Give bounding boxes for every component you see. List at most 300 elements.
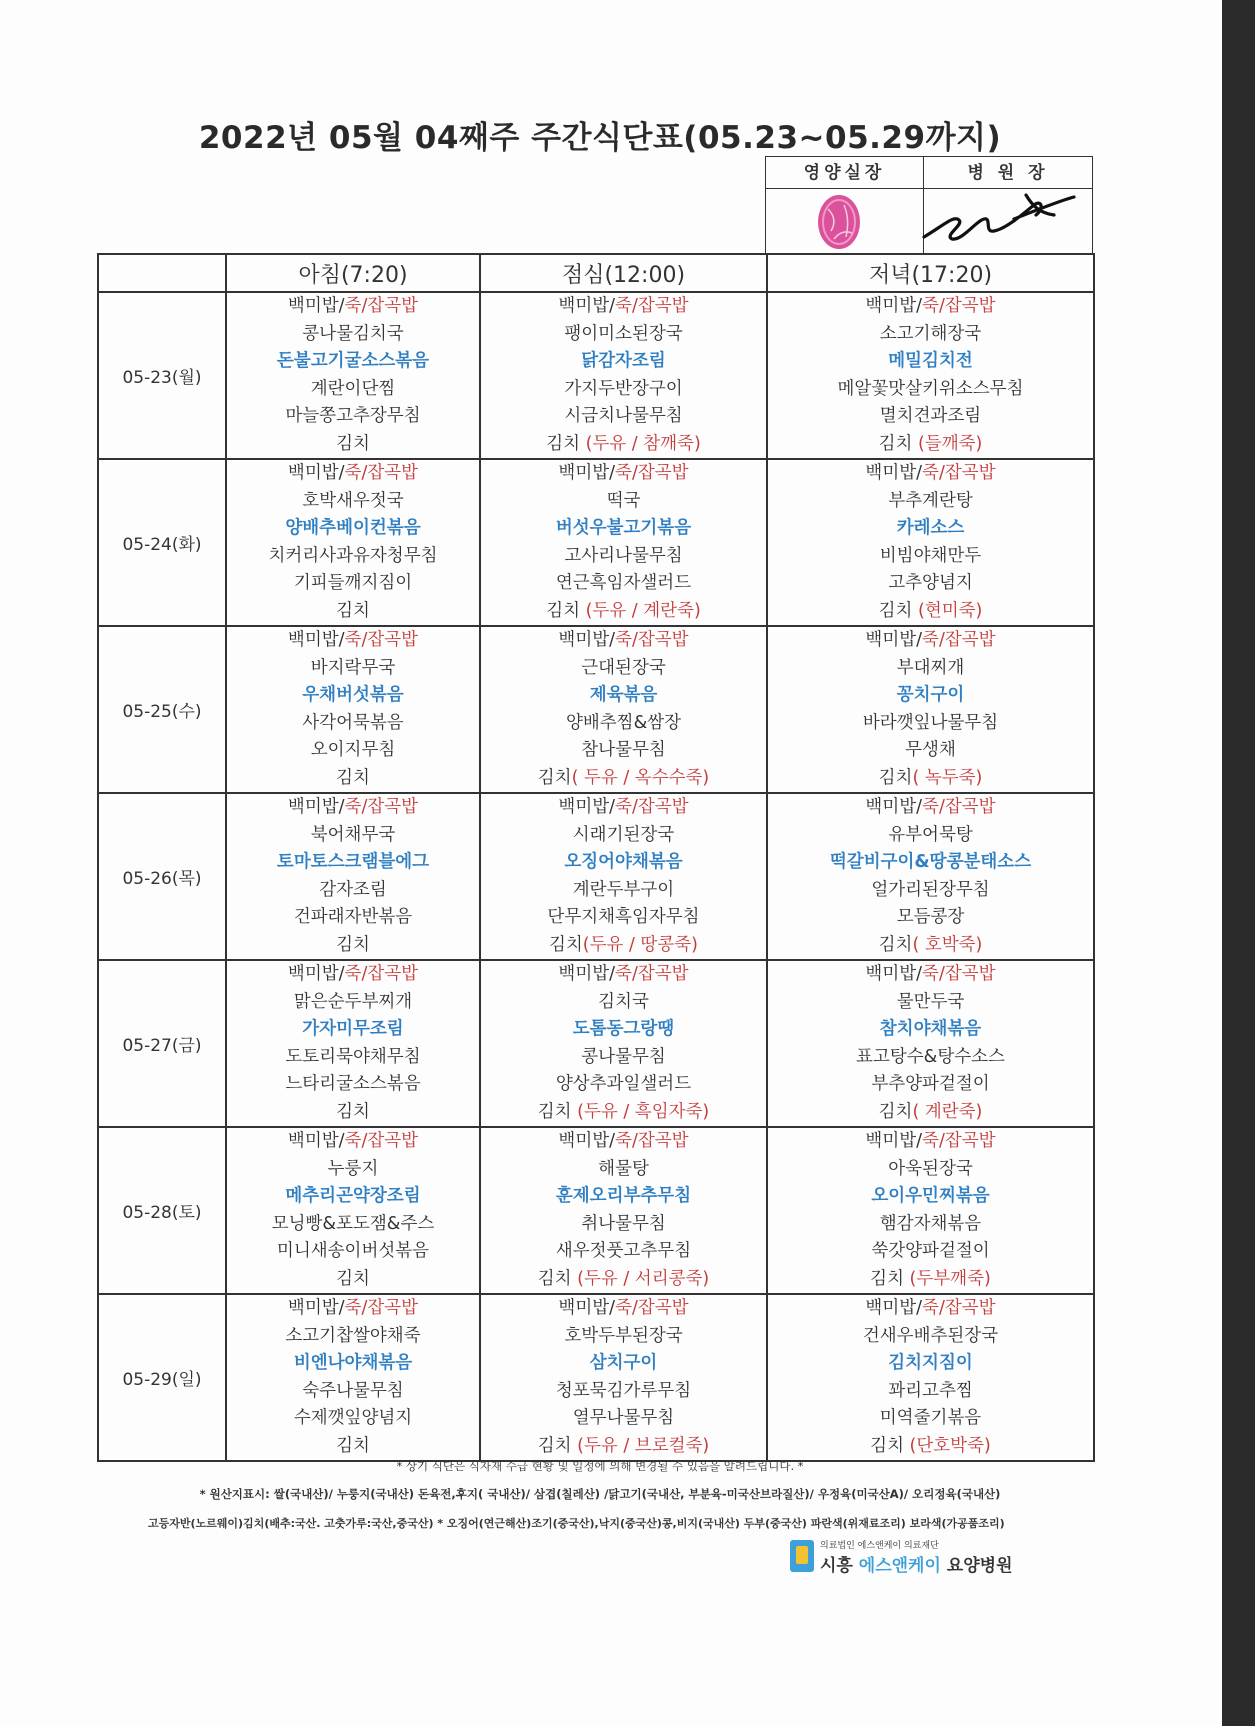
menu-item-text: 호박새우젓국 [302, 490, 404, 511]
menu-item-text: 계란두부구이 [572, 879, 675, 900]
alt-option-text: ( 호박죽) [912, 934, 983, 955]
menu-item [768, 1211, 1093, 1239]
menu-item-text: 취나물무침 [581, 1213, 666, 1234]
menu-item [227, 431, 479, 459]
menu-item-text: 김치 [878, 934, 913, 955]
menu-item [227, 849, 479, 877]
menu-item [481, 543, 766, 571]
menu-item [768, 822, 1093, 850]
menu-item [768, 961, 1093, 989]
menu-item-text: 백미밥/ [287, 1298, 345, 1318]
menu-item-text: 얼가리된장무침 [871, 879, 990, 900]
menu-item-text: 계란이단찜 [310, 378, 396, 399]
main-dish-text: 꽁치구이 [896, 685, 965, 705]
menu-item-text: 양상추과일샐러드 [555, 1074, 692, 1094]
main-dish-text: 가자미무조림 [302, 1019, 404, 1039]
menu-item-text: 백미밥/ [865, 630, 923, 650]
menu-item [481, 1099, 766, 1127]
main-dish-text: 도톰동그랑땡 [572, 1019, 675, 1039]
menu-item [227, 1099, 479, 1127]
main-dish-text: 양배추베이컨볶음 [285, 518, 421, 538]
menu-item-text: 김치 [336, 934, 370, 955]
menu-item [481, 403, 766, 431]
menu-item [481, 293, 766, 321]
menu-item [768, 1323, 1093, 1351]
menu-item-text: 김치 [336, 1435, 370, 1456]
day-date: 05-29(일) [98, 1294, 226, 1461]
dietitian-stamp-cell [766, 189, 924, 254]
menu-item-text: 김치 [546, 600, 586, 621]
menu-item [227, 1238, 479, 1266]
alt-option-text: 죽/잡곡밥 [615, 964, 689, 984]
dinner-cell [767, 960, 1094, 1127]
menu-item-text: 김치 [878, 767, 913, 788]
menu-item-text: 꽈리고추찜 [888, 1380, 973, 1401]
menu-item-text: 소고기찹쌀야채죽 [285, 1325, 421, 1346]
menu-item-text: 참나물무침 [581, 740, 666, 760]
notice-text: * 상기 식단은 식자재 수급 현황 및 일정에 의해 변경될 수 있음을 알려드립니다. * [396, 1459, 804, 1473]
menu-item-text: 백미밥/ [558, 797, 616, 817]
alt-option-text: 죽/잡곡밥 [922, 630, 996, 650]
menu-item-text: 김치 [537, 1101, 578, 1122]
main-dish-text: 우채버섯볶음 [302, 685, 404, 705]
menu-item-text: 미역줄기볶음 [879, 1408, 982, 1428]
menu-item-text: 백미밥/ [865, 463, 923, 483]
menu-item-text: 김치 [336, 433, 370, 454]
breakfast-cell [226, 1127, 480, 1294]
menu-item [481, 1350, 766, 1378]
menu-item [768, 682, 1093, 710]
menu-item [227, 932, 479, 960]
menu-item [227, 1071, 479, 1099]
menu-item-text: 김치 [336, 600, 370, 621]
menu-item [481, 570, 766, 598]
main-dish-text: 돈불고기굴소스볶음 [276, 351, 430, 371]
menu-item [768, 460, 1093, 488]
menu-item-text: 해물탕 [598, 1158, 649, 1179]
handwritten-signature [914, 175, 1082, 255]
main-dish-text: 훈제오리부추무침 [555, 1186, 692, 1206]
menu-item [227, 488, 479, 516]
alt-option-text: (두유 / 브로컬죽) [577, 1435, 710, 1456]
menu-item-text: 아욱된장국 [888, 1158, 973, 1179]
menu-item [481, 431, 766, 459]
menu-item-text: 연근흑임자샐러드 [555, 573, 692, 593]
alt-option-text: (두유 / 참깨죽) [585, 433, 701, 454]
menu-item [227, 348, 479, 376]
menu-item [227, 543, 479, 571]
menu-item-text: 김치 [336, 1268, 370, 1289]
menu-item-text: 느타리굴소스볶음 [285, 1074, 421, 1094]
menu-item [481, 794, 766, 822]
menu-item [481, 488, 766, 516]
breakfast-cell [226, 292, 480, 459]
main-dish-text: 삼치구이 [589, 1353, 658, 1373]
menu-item-text: 김치 [878, 433, 918, 454]
main-dish-text: 토마토스크램블에그 [276, 852, 430, 872]
menu-item-text: 가지두반장구이 [564, 378, 683, 399]
menu-item [227, 1266, 479, 1294]
menu-item-text: 콩나물무침 [581, 1046, 666, 1067]
alt-option-text: 죽/잡곡밥 [344, 1298, 419, 1318]
menu-item-text: 호박두부된장국 [564, 1325, 683, 1346]
menu-item [768, 293, 1093, 321]
main-dish-text: 메밀김치전 [888, 351, 973, 371]
menu-item-text: 무생채 [905, 740, 956, 760]
menu-item-text: 미니새송이버섯볶음 [276, 1241, 430, 1261]
menu-item-text: 메알꽃맛살키위소스무침 [837, 378, 1024, 399]
breakfast-cell [226, 1294, 480, 1461]
menu-item-text: 부추양파겉절이 [871, 1074, 990, 1094]
menu-item-text: 떡국 [606, 490, 641, 511]
menu-item [227, 961, 479, 989]
main-dish-text: 카레소스 [896, 518, 965, 538]
menu-item [481, 710, 766, 738]
menu-item [481, 1128, 766, 1156]
menu-item [481, 737, 766, 765]
menu-item [768, 737, 1093, 765]
menu-item [227, 1378, 479, 1406]
menu-item [481, 1266, 766, 1294]
header-row [98, 254, 1094, 292]
menu-item-text: 백미밥/ [558, 296, 616, 316]
menu-item-text: 물만두국 [896, 991, 965, 1012]
menu-item-text: 김치 [336, 1101, 370, 1122]
alt-option-text: (두부깨죽) [909, 1268, 991, 1289]
day-date: 05-26(목) [98, 793, 226, 960]
menu-item-text: 시래기된장국 [572, 824, 675, 845]
menu-item-text: 오이지무침 [310, 740, 396, 760]
menu-item [768, 403, 1093, 431]
menu-item [768, 1350, 1093, 1378]
logo-foundation-text: 의료법인 에스앤케이 의료재단 [820, 1541, 939, 1551]
menu-item-text: 고사리나물무침 [564, 545, 683, 566]
menu-item-text: 부대찌개 [896, 657, 965, 678]
breakfast-cell [226, 793, 480, 960]
menu-item-text: 백미밥/ [865, 1298, 923, 1318]
day-row [98, 1294, 1094, 1461]
menu-item [227, 710, 479, 738]
menu-item-text: 건파래자반볶음 [293, 907, 413, 927]
main-dish-text: 제육볶음 [589, 685, 658, 705]
origin-label-line1: * 원산지표시: 쌀(국내산)/ 누룽지(국내산) 돈육전,후지( 국내산)/ 삼겹(칠레산) /닭고기(국내산, 부분육-미국산브라질산)/ 우정육(미국산A)/ 오리정육(국내산) [199, 1487, 1001, 1501]
header-lunch: 점심(12:00) [480, 254, 767, 292]
menu-item-text: 모닝빵&포도잼&주스 [271, 1213, 435, 1234]
menu-item [227, 682, 479, 710]
dinner-cell [767, 292, 1094, 459]
day-date: 05-23(월) [98, 292, 226, 459]
alt-option-text: (들깨죽) [918, 433, 983, 454]
menu-item-text: 비빔야채만두 [879, 545, 982, 566]
menu-item [481, 598, 766, 626]
menu-item-text: 팽이미소된장국 [564, 323, 683, 344]
menu-item [768, 1378, 1093, 1406]
menu-item-text: 백미밥/ [558, 630, 616, 650]
day-row [98, 459, 1094, 626]
menu-item [768, 1128, 1093, 1156]
seal-stamp [766, 189, 924, 254]
menu-item-text: 김치 [870, 1435, 910, 1456]
menu-item-text: 콩나물김치국 [302, 323, 404, 344]
lunch-cell [480, 459, 767, 626]
menu-item [481, 1044, 766, 1072]
alt-option-text: ( 계란죽) [912, 1101, 983, 1122]
menu-item [768, 1295, 1093, 1323]
menu-item [481, 765, 766, 793]
day-date: 05-25(수) [98, 626, 226, 793]
menu-item-text: 북어채무국 [310, 824, 396, 845]
alt-option-text: 죽/잡곡밥 [344, 964, 419, 984]
menu-item [481, 1378, 766, 1406]
logo-name-part: 시흥 [820, 1556, 859, 1576]
breakfast-cell [226, 626, 480, 793]
lunch-cell [480, 960, 767, 1127]
menu-item-text: 김치 [878, 600, 918, 621]
menu-item-text: 감자조림 [319, 879, 387, 900]
menu-item [768, 849, 1093, 877]
logo-name-part: 요양병원 [940, 1556, 1013, 1576]
menu-item-text: 사각어묵볶음 [302, 712, 404, 733]
menu-item [481, 849, 766, 877]
menu-item-text: 백미밥/ [287, 296, 345, 316]
menu-item-text: 백미밥/ [287, 630, 345, 650]
menu-item [227, 765, 479, 793]
menu-item [768, 989, 1093, 1017]
alt-option-text: 죽/잡곡밥 [615, 463, 689, 483]
menu-item-text: 유부어묵탕 [888, 824, 973, 845]
menu-item [227, 1016, 479, 1044]
director-signature-cell [924, 189, 1092, 254]
menu-item [481, 1323, 766, 1351]
menu-item-text: 김치 [870, 1268, 910, 1289]
page-title: 2022년 05월 04째주 주간식단표(05.23~05.29까지) [198, 120, 1002, 156]
day-row [98, 626, 1094, 793]
menu-item-text: 건새우배추된장국 [862, 1325, 999, 1346]
menu-item [768, 877, 1093, 905]
menu-item [227, 1044, 479, 1072]
director-label: 병 원 장 [924, 157, 1092, 189]
main-dish-text: 비엔나야채볶음 [293, 1353, 413, 1373]
menu-item-text: 백미밥/ [865, 964, 923, 984]
menu-item-text: 백미밥/ [865, 296, 923, 316]
menu-item-text: 김치 [548, 934, 583, 955]
menu-item-text: 김치 [537, 767, 572, 788]
alt-option-text: 죽/잡곡밥 [344, 1131, 419, 1151]
alt-option-text: (단호박죽) [909, 1435, 991, 1456]
menu-item [768, 765, 1093, 793]
menu-item [768, 655, 1093, 683]
menu-item [768, 348, 1093, 376]
menu-item-text: 치커리사과유자청무침 [268, 545, 438, 566]
menu-item [227, 1323, 479, 1351]
menu-item [768, 543, 1093, 571]
header-dinner: 저녁(17:20) [767, 254, 1094, 292]
menu-item [227, 737, 479, 765]
menu-item [768, 321, 1093, 349]
menu-item [768, 1183, 1093, 1211]
menu-item [768, 710, 1093, 738]
menu-item-text: 근대된장국 [581, 657, 666, 678]
menu-item-text: 백미밥/ [287, 463, 345, 483]
menu-item [227, 570, 479, 598]
alt-option-text: 죽/잡곡밥 [922, 797, 996, 817]
menu-item-text: 김치 [546, 433, 586, 454]
menu-item-text: 표고탕수&탕수소스 [856, 1046, 1005, 1067]
menu-item [768, 1099, 1093, 1127]
alt-option-text: 죽/잡곡밥 [344, 630, 419, 650]
menu-item-text: 햄감자채볶음 [879, 1213, 982, 1234]
menu-item [227, 515, 479, 543]
day-row [98, 1127, 1094, 1294]
menu-item-text: 시금치나물무침 [564, 406, 683, 426]
menu-item [768, 376, 1093, 404]
lunch-cell [480, 793, 767, 960]
menu-item-text: 양배추찜&쌈장 [565, 712, 682, 733]
approval-box [765, 156, 1093, 255]
logo-hospital-name [820, 1551, 1013, 1576]
menu-item-text: 백미밥/ [865, 797, 923, 817]
lunch-cell [480, 292, 767, 459]
menu-item [481, 961, 766, 989]
alt-option-text: (두유 / 흑임자죽) [577, 1101, 710, 1122]
menu-item-text: 마늘쫑고추장무침 [285, 406, 421, 426]
menu-item [768, 488, 1093, 516]
alt-option-text: 죽/잡곡밥 [344, 797, 419, 817]
menu-item [481, 1016, 766, 1044]
menu-item-text: 열무나물무침 [572, 1408, 675, 1428]
menu-item-text: 백미밥/ [287, 964, 345, 984]
menu-item-text: 김치국 [598, 991, 649, 1012]
menu-item [768, 1238, 1093, 1266]
menu-item-text: 김치 [336, 767, 370, 788]
menu-item [227, 1295, 479, 1323]
weekly-menu-table [97, 253, 1095, 1462]
alt-option-text: 죽/잡곡밥 [615, 1131, 689, 1151]
menu-item [768, 1044, 1093, 1072]
menu-item [227, 989, 479, 1017]
menu-item-text: 멸치견과조림 [879, 406, 982, 426]
day-row [98, 793, 1094, 960]
menu-item [768, 431, 1093, 459]
menu-item-text: 도토리묵야채무침 [285, 1046, 421, 1067]
menu-item [227, 1211, 479, 1239]
day-date: 05-28(토) [98, 1127, 226, 1294]
menu-item [768, 904, 1093, 932]
alt-option-text: (두유 / 계란죽) [585, 600, 701, 621]
menu-item [227, 794, 479, 822]
menu-item [481, 682, 766, 710]
menu-item [481, 877, 766, 905]
menu-item [481, 1156, 766, 1184]
header-breakfast: 아침(7:20) [226, 254, 480, 292]
alt-option-text: 죽/잡곡밥 [615, 296, 689, 316]
menu-item [481, 1183, 766, 1211]
main-dish-text: 김치지짐이 [888, 1353, 973, 1373]
breakfast-cell [226, 960, 480, 1127]
dinner-cell [767, 626, 1094, 793]
menu-item-text: 쑥갓양파겉절이 [871, 1241, 990, 1261]
menu-item-text: 고추양념지 [888, 573, 973, 593]
menu-item-text: 청포묵김가루무침 [555, 1380, 692, 1401]
dietitian-label: 영양실장 [766, 157, 924, 189]
menu-item [227, 403, 479, 431]
menu-item [227, 877, 479, 905]
menu-item [768, 1405, 1093, 1433]
origin-label-line2: 고등자반(노르웨이)김치(배추:국산. 고춧가루:국산,중국산) * 오징어(연근해산)조기(중국산),낙지(중국산)콩,비지(국내산) 두부(중국산) 파란색(위재료조리) 보라색(가공품조리) [148, 1517, 1005, 1530]
alt-option-text: 죽/잡곡밥 [344, 463, 419, 483]
alt-option-text: (현미죽) [918, 600, 983, 621]
menu-item-text: 김치 [537, 1435, 578, 1456]
menu-item-text: 백미밥/ [558, 1131, 616, 1151]
menu-item [227, 598, 479, 626]
menu-item-text: 백미밥/ [287, 797, 345, 817]
hospital-logo [790, 1538, 1013, 1576]
alt-option-text: 죽/잡곡밥 [615, 630, 689, 650]
menu-item [227, 1156, 479, 1184]
day-date: 05-24(화) [98, 459, 226, 626]
logo-name-highlight: 에스앤케이 [858, 1556, 941, 1576]
menu-item-text: 숙주나물무침 [302, 1380, 404, 1401]
menu-item-text: 김치 [537, 1268, 578, 1289]
alt-option-text: 죽/잡곡밥 [615, 797, 689, 817]
alt-option-text: (두유 / 서리콩죽) [577, 1268, 710, 1289]
menu-item [481, 1295, 766, 1323]
alt-option-text: 죽/잡곡밥 [344, 296, 419, 316]
header-empty [98, 254, 226, 292]
menu-item [768, 515, 1093, 543]
menu-item [227, 904, 479, 932]
menu-item [227, 376, 479, 404]
menu-item-text: 백미밥/ [287, 1131, 345, 1151]
menu-item [481, 460, 766, 488]
menu-item [227, 655, 479, 683]
menu-item-text: 김치 [878, 1101, 913, 1122]
alt-option-text: ( 두유 / 옥수수죽) [571, 767, 710, 788]
alt-option-text: 죽/잡곡밥 [922, 964, 996, 984]
menu-item-text: 바라깻잎나물무침 [862, 712, 999, 733]
menu-item-text: 모듬콩장 [896, 907, 965, 927]
main-dish-text: 닭감자조림 [581, 351, 666, 371]
menu-item [481, 376, 766, 404]
menu-item [768, 1266, 1093, 1294]
menu-item [481, 348, 766, 376]
day-date: 05-27(금) [98, 960, 226, 1127]
lunch-cell [480, 1127, 767, 1294]
menu-item [768, 627, 1093, 655]
menu-item-text: 기피들깨지짐이 [293, 573, 413, 593]
dinner-cell [767, 793, 1094, 960]
menu-item-text: 수제깻잎양념지 [293, 1408, 413, 1428]
main-dish-text: 버섯우불고기볶음 [555, 518, 692, 538]
menu-item [768, 1433, 1093, 1461]
menu-item [481, 1238, 766, 1266]
menu-item [481, 904, 766, 932]
menu-item-text: 백미밥/ [865, 1131, 923, 1151]
breakfast-cell [226, 459, 480, 626]
menu-item [481, 655, 766, 683]
menu-item-text: 백미밥/ [558, 1298, 616, 1318]
menu-item-text: 소고기해장국 [879, 323, 982, 344]
menu-item [227, 1128, 479, 1156]
alt-option-text: 죽/잡곡밥 [615, 1298, 689, 1318]
alt-option-text: 죽/잡곡밥 [922, 1298, 996, 1318]
dinner-cell [767, 1127, 1094, 1294]
menu-item [768, 1016, 1093, 1044]
menu-item [481, 822, 766, 850]
menu-item [227, 1183, 479, 1211]
menu-item [481, 627, 766, 655]
menu-item [481, 321, 766, 349]
